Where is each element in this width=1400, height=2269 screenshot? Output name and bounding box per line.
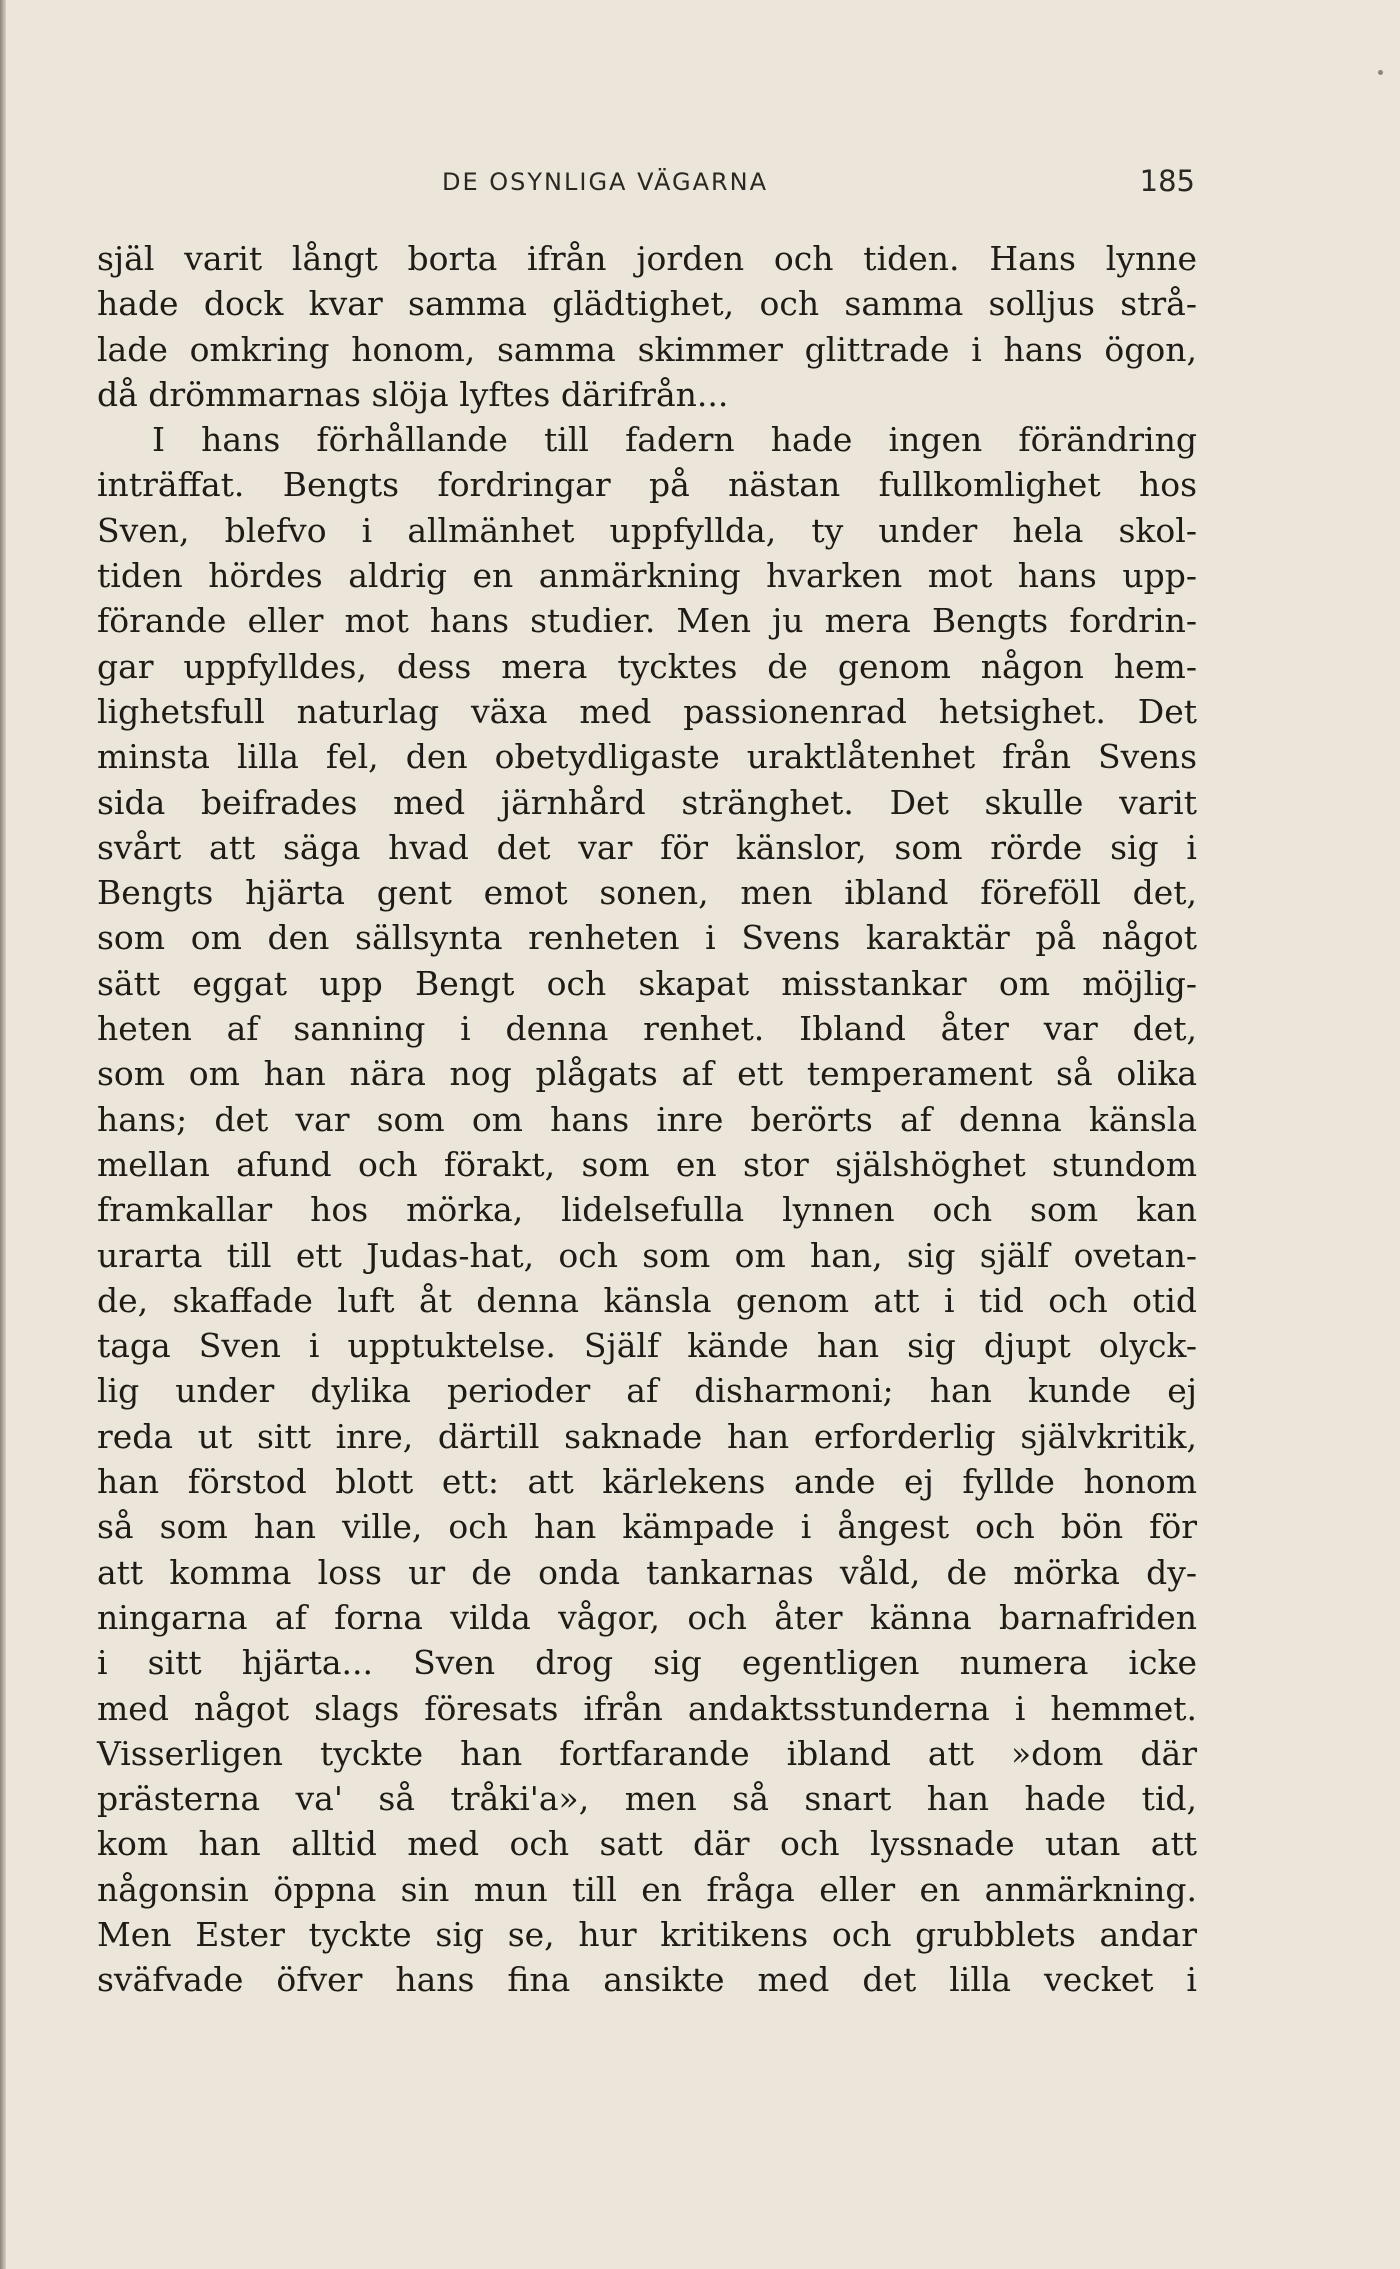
text-line: urarta till ett Judas-hat, och som om han, sig själf ovetan- [97, 1235, 1197, 1275]
text-line: ningarna af forna vilda vågor, och åter känna barnafriden [97, 1597, 1197, 1637]
text-line: lighetsfull naturlag växa med passionenrad hetsighet. Det [97, 691, 1197, 731]
text-line: I hans förhållande till fadern hade ingen förändring [152, 420, 1197, 460]
text-line: han förstod blott ett: att kärlekens ande ej fyllde honom [97, 1462, 1197, 1502]
text-line: mellan afund och förakt, som en stor själshöghet stundom [97, 1144, 1197, 1184]
body-text [97, 236, 1197, 2003]
chapter-title: DE OSYNLIGA VÄGARNA [442, 168, 769, 196]
text-line: Bengts hjärta gent emot sonen, men ibland föreföll det, [97, 873, 1197, 913]
running-head [95, 164, 1195, 204]
text-line: Sven, blefvo i allmänhet uppfyllda, ty under hela skol- [97, 510, 1197, 550]
text-line: reda ut sitt inre, därtill saknade han erforderlig självkritik, [97, 1416, 1197, 1456]
text-line: själ varit långt borta ifrån jorden och tiden. Hans lynne [97, 239, 1197, 278]
text-line: som om den sällsynta renheten i Svens karaktär på något [97, 918, 1197, 958]
text-line: lig under dylika perioder af disharmoni; han kunde ej [97, 1371, 1197, 1411]
text-line: prästerna va' så tråki'a», men så snart han hade tid, [97, 1779, 1197, 1819]
text-line: minsta lilla fel, den obetydligaste uraktlåtenhet från Svens [97, 737, 1197, 777]
page-number: 185 [1139, 164, 1195, 198]
text-line: heten af sanning i denna renhet. Ibland åter var det, [97, 1009, 1197, 1049]
text-line: att komma loss ur de onda tankarnas våld, de mörka dy- [97, 1552, 1197, 1592]
text-line: kom han alltid med och satt där och lyssnade utan att [97, 1824, 1197, 1864]
text-line: förande eller mot hans studier. Men ju mera Bengts fordrin- [97, 601, 1197, 641]
text-line: svårt att säga hvad det var för känslor, som rörde sig i [97, 827, 1197, 867]
text-line: som om han nära nog plågats af ett temperament så olika [97, 1054, 1197, 1094]
text-line: så som han ville, och han kämpade i ångest och bön för [97, 1507, 1197, 1547]
text-line: de, skaffade luft åt denna känsla genom att i tid och otid [97, 1280, 1197, 1320]
text-line: Men Ester tyckte sig se, hur kritikens och grubblets andar [97, 1914, 1197, 1954]
text-line: sida beifrades med järnhård stränghet. Det skulle varit [97, 782, 1197, 822]
text-line: hans; det var som om hans inre berörts af denna känsla [97, 1099, 1197, 1139]
text-line: i sitt hjärta... Sven drog sig egentligen numera icke [97, 1643, 1197, 1683]
text-line: framkallar hos mörka, lidelsefulla lynnen och som kan [97, 1190, 1197, 1230]
text-line: inträffat. Bengts fordringar på nästan fullkomlighet hos [97, 465, 1197, 505]
text-line: då drömmarnas slöja lyftes därifrån... [97, 374, 729, 414]
text-line: taga Sven i upptuktelse. Själf kände han sig djupt olyck- [97, 1326, 1197, 1366]
text-line: lade omkring honom, samma skimmer glittrade i hans ögon, [97, 329, 1197, 369]
text-line: hade dock kvar samma glädtighet, och samma solljus strå- [97, 284, 1197, 324]
text-line: någonsin öppna sin mun till en fråga eller en anmärkning. [97, 1869, 1197, 1909]
text-line: Visserligen tyckte han fortfarande ibland att »dom där [97, 1733, 1197, 1773]
text-line: med något slags föresats ifrån andaktsstunderna i hemmet. [97, 1688, 1197, 1728]
text-line: gar uppfylldes, dess mera tycktes de genom någon hem- [97, 646, 1197, 686]
text-line: sätt eggat upp Bengt och skapat misstankar om möjlig- [97, 963, 1197, 1003]
text-line: sväfvade öfver hans fina ansikte med det lilla vecket i [97, 1960, 1197, 2000]
text-line: tiden hördes aldrig en anmärkning hvarken mot hans upp- [97, 556, 1197, 596]
